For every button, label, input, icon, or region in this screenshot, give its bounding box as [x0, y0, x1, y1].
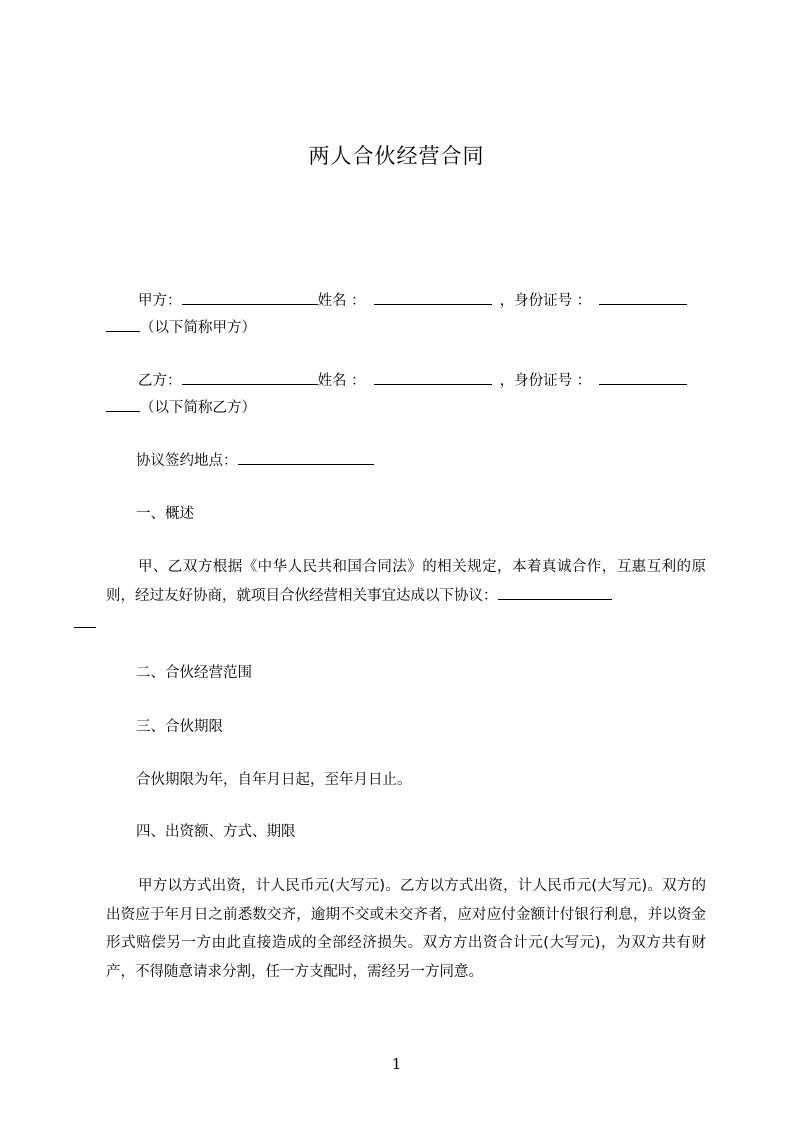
section4-text: 甲方以方式出资，计人民币元(大写元)。乙方以方式出资，计人民币元(大写元)。双方的出资应于年月日之前悉数交齐，逾期不交或未交齐者，应对应付金额计付银行利息，并以资金形式赔偿另一方由此直接造成的全部经济损失。双方方出资合计元(大写元)，为双方共有财产，不得随意请求分割，任一方支配时，需经另一方同意。 [106, 878, 706, 980]
party-a-id-label: 身份证号 ： [514, 293, 592, 309]
party-b-suffix: （以下简称乙方） [140, 400, 256, 416]
section1-heading: 一、概述 [136, 506, 194, 522]
party-a-comma: ， [499, 293, 515, 309]
party-b-id-blank-cont [106, 396, 140, 412]
party-b-id-blank [599, 369, 687, 385]
party-a-id-blank [599, 289, 687, 305]
party-b-blank [182, 369, 318, 385]
party-b-name-label: 姓名 ： [317, 373, 366, 389]
party-b-id-label: 身份证号 ： [514, 373, 592, 389]
signing-place-label: 协议签约地点： [136, 453, 238, 469]
party-b-line [138, 369, 738, 393]
section1-blank [498, 584, 612, 600]
party-a-name-label: 姓名 ： [317, 293, 366, 309]
party-a-name-blank [374, 289, 492, 305]
section1-text-content: 甲、乙双方根据《中华人民共和国合同法》的相关规定，本着真诚合作，互惠互利的原则，经过友好协商，就项目合伙经营相关事宜达成以下协议： [106, 559, 706, 604]
page-number: 1 [391, 1055, 402, 1073]
signing-place-line [136, 449, 736, 473]
section4-heading: 四、出资额、方式、期限 [136, 824, 296, 840]
section1-blank-cont [74, 612, 96, 628]
signing-place-blank [238, 449, 374, 465]
party-a-blank [182, 289, 318, 305]
party-a-line [138, 289, 738, 313]
party-a-suffix: （以下简称甲方） [140, 320, 256, 336]
section1-text [106, 553, 706, 639]
party-b-comma: ， [499, 373, 515, 389]
party-b-line-2 [106, 396, 706, 420]
party-a-line-2 [106, 316, 706, 340]
document-title: 两人合伙经营合同 [308, 144, 485, 168]
section3-text: 合伙期限为年，自年月日起，至年月日止。 [136, 772, 412, 788]
party-a-id-blank-cont [106, 316, 140, 332]
section3-heading: 三、合伙期限 [136, 719, 223, 735]
party-b-label: 乙方： [138, 373, 182, 389]
party-a-label: 甲方： [138, 293, 182, 309]
party-b-name-blank [374, 369, 492, 385]
section2-heading: 二、合伙经营范围 [136, 665, 252, 681]
